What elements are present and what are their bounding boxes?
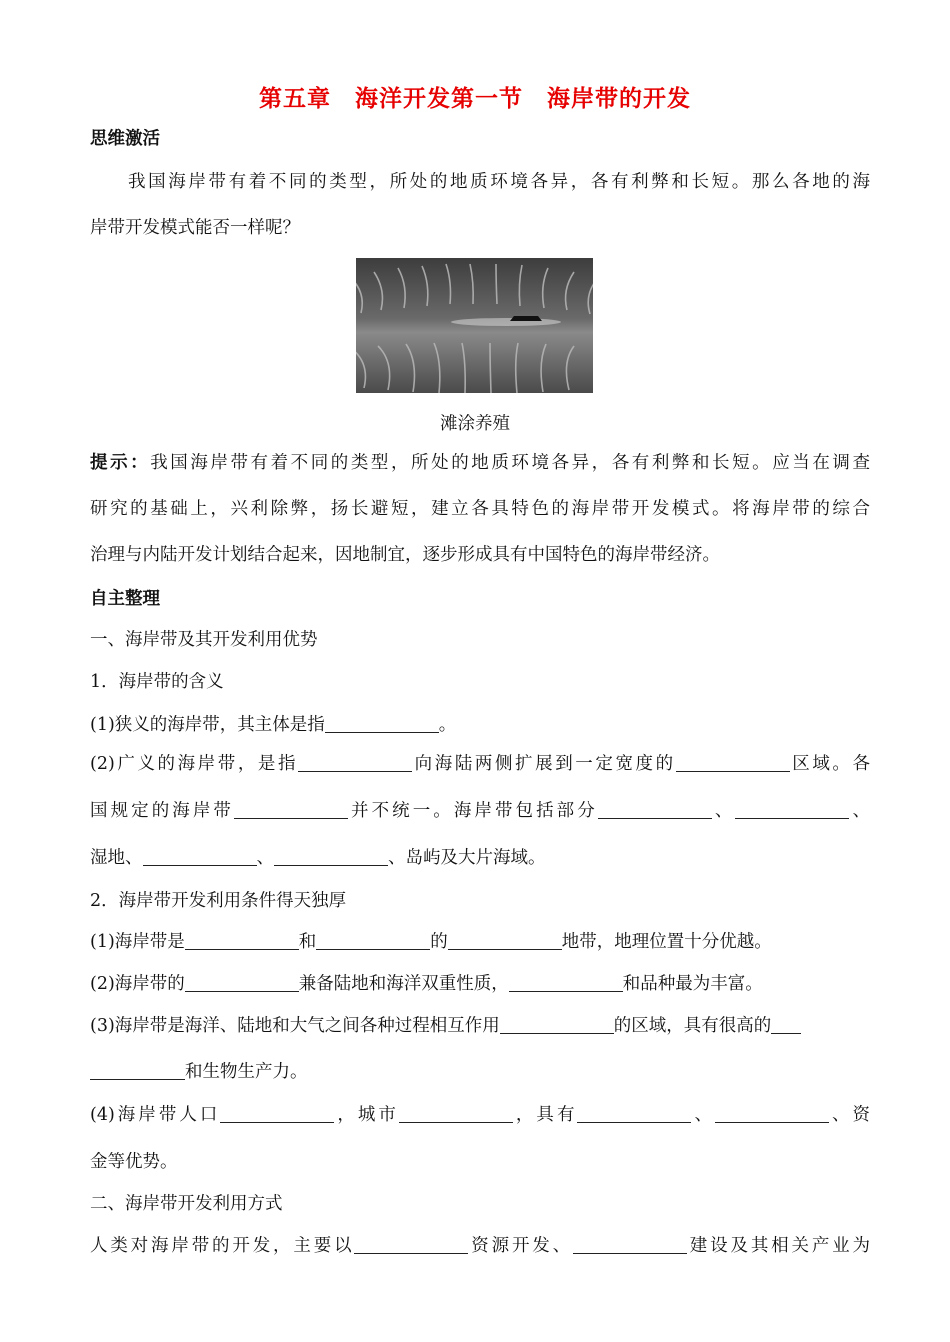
- tidal-flat-image: [356, 258, 593, 393]
- q3-text-c: 的: [430, 932, 448, 952]
- subsection-1: 1．海岸带的含义: [90, 672, 224, 692]
- q2-text-d: 国规定的海岸带: [90, 801, 234, 821]
- hint-text-1: 我国海岸带有着不同的类型，所处的地质环境各异，各有利弊和长短。应当在调查: [150, 453, 871, 473]
- hint-line-3: 治理与内陆开发计划结合起来，因地制宜，逐步形成具有中国特色的海岸带经济。: [90, 545, 720, 565]
- q6-text-d: 、: [691, 1105, 715, 1125]
- q1-text-a: (1)狭义的海岸带，其主体是指: [90, 715, 325, 735]
- q2-text-j: 、岛屿及大片海域。: [388, 848, 546, 868]
- q4-blank-2[interactable]: [509, 973, 623, 992]
- heading-thinking: 思维激活: [90, 129, 160, 149]
- hint-line-1: [90, 451, 870, 475]
- p-last-blank-1[interactable]: [354, 1235, 468, 1254]
- q2-blank-2[interactable]: [676, 753, 790, 772]
- tidal-flat-photo: [356, 258, 593, 393]
- p-last-blank-2[interactable]: [573, 1235, 687, 1254]
- q6-blank-3[interactable]: [577, 1104, 691, 1123]
- q2-text-b: 向海陆两侧扩展到一定宽度的: [412, 754, 676, 774]
- hint-line-2: 研究的基础上，兴利除弊，扬长避短，建立各具特色的海岸带开发模式。将海岸带的综合: [90, 499, 870, 519]
- q6-blank-1[interactable]: [220, 1104, 334, 1123]
- q3-blank-1[interactable]: [185, 931, 299, 950]
- q5-text-a: (3)海岸带是海洋、陆地和大气之间各种过程相互作用: [90, 1016, 500, 1036]
- q4-text-c: 和品种最为丰富。: [622, 974, 763, 994]
- last-paragraph-line: [90, 1234, 870, 1258]
- section-heading-1: 一、海岸带及其开发利用优势: [90, 630, 318, 650]
- q5-text-b: 的区域，具有很高的: [613, 1016, 772, 1036]
- q2-blank-5[interactable]: [735, 800, 849, 819]
- q3-blank-3[interactable]: [448, 931, 562, 950]
- q2-line-3: [90, 846, 870, 870]
- q2-text-h: 湿地、: [90, 848, 143, 868]
- q2-blank-4[interactable]: [598, 800, 712, 819]
- p-last-text-a: 人类对海岸带的开发，主要以: [90, 1236, 355, 1256]
- q2-line-2: [90, 799, 870, 823]
- q6-line-2: 金等优势。: [90, 1152, 178, 1172]
- q5-blank-2a[interactable]: [771, 1015, 801, 1034]
- q2-blank-7[interactable]: [274, 847, 388, 866]
- heading-self-study: 自主整理: [90, 589, 160, 609]
- p-last-text-b: 资源开发、: [468, 1236, 573, 1256]
- q5-blank-2b[interactable]: [90, 1061, 185, 1080]
- q1-text-b: 。: [438, 715, 457, 735]
- q3-text-a: (1)海岸带是: [90, 932, 185, 952]
- q3-blank-2[interactable]: [316, 931, 430, 950]
- q2-blank-1[interactable]: [298, 753, 412, 772]
- q2-text-g: 、: [849, 801, 871, 821]
- q1-line: [90, 713, 870, 737]
- q6-text-c: ，具有: [512, 1105, 578, 1125]
- q5-line-2: [90, 1060, 870, 1084]
- q1-blank[interactable]: [325, 714, 439, 733]
- q6-blank-2[interactable]: [399, 1104, 513, 1123]
- q4-text-b: 兼备陆地和海洋双重性质，: [298, 974, 509, 994]
- q3-text-b: 和: [298, 932, 317, 952]
- q4-line: [90, 972, 870, 996]
- q2-blank-3[interactable]: [234, 800, 348, 819]
- q3-line: [90, 930, 870, 954]
- q5-text-c: 和生物生产力。: [185, 1062, 308, 1082]
- photo-caption: 滩涂养殖: [440, 414, 510, 434]
- hint-label: 提示：: [90, 453, 151, 473]
- subsection-2: 2．海岸带开发利用条件得天独厚: [90, 891, 347, 911]
- q4-text-a: (2)海岸带的: [90, 974, 185, 994]
- q5-blank-1[interactable]: [500, 1015, 614, 1034]
- q2-line-1: [90, 752, 870, 776]
- q2-text-f: 、: [711, 801, 736, 821]
- q2-text-c: 区域。各: [789, 754, 871, 774]
- q6-text-a: (4)海岸带人口: [90, 1105, 221, 1125]
- q2-blank-6[interactable]: [143, 847, 257, 866]
- q6-text-b: ，城市: [334, 1105, 399, 1125]
- intro-line-2: 岸带开发模式能否一样呢？: [90, 218, 300, 238]
- section-heading-2: 二、海岸带开发利用方式: [90, 1194, 283, 1214]
- intro-line-1: 我国海岸带有着不同的类型，所处的地质环境各异，各有利弊和长短。那么各地的海: [128, 172, 870, 192]
- p-last-text-c: 建设及其相关产业为: [686, 1236, 871, 1256]
- q6-line-1: [90, 1103, 870, 1127]
- q4-blank-1[interactable]: [185, 973, 299, 992]
- q3-text-d: 地带，地理位置十分优越。: [561, 932, 772, 952]
- page-title: 第五章 海洋开发第一节 海岸带的开发: [259, 86, 691, 112]
- q2-text-i: 、: [256, 848, 274, 868]
- q2-text-e: 并不统一。海岸带包括部分: [347, 801, 598, 821]
- q5-line-1: [90, 1014, 870, 1038]
- q2-text-a: (2)广义的海岸带，是指: [90, 754, 299, 774]
- q6-blank-4[interactable]: [715, 1104, 829, 1123]
- q6-text-e: 、资: [828, 1105, 871, 1125]
